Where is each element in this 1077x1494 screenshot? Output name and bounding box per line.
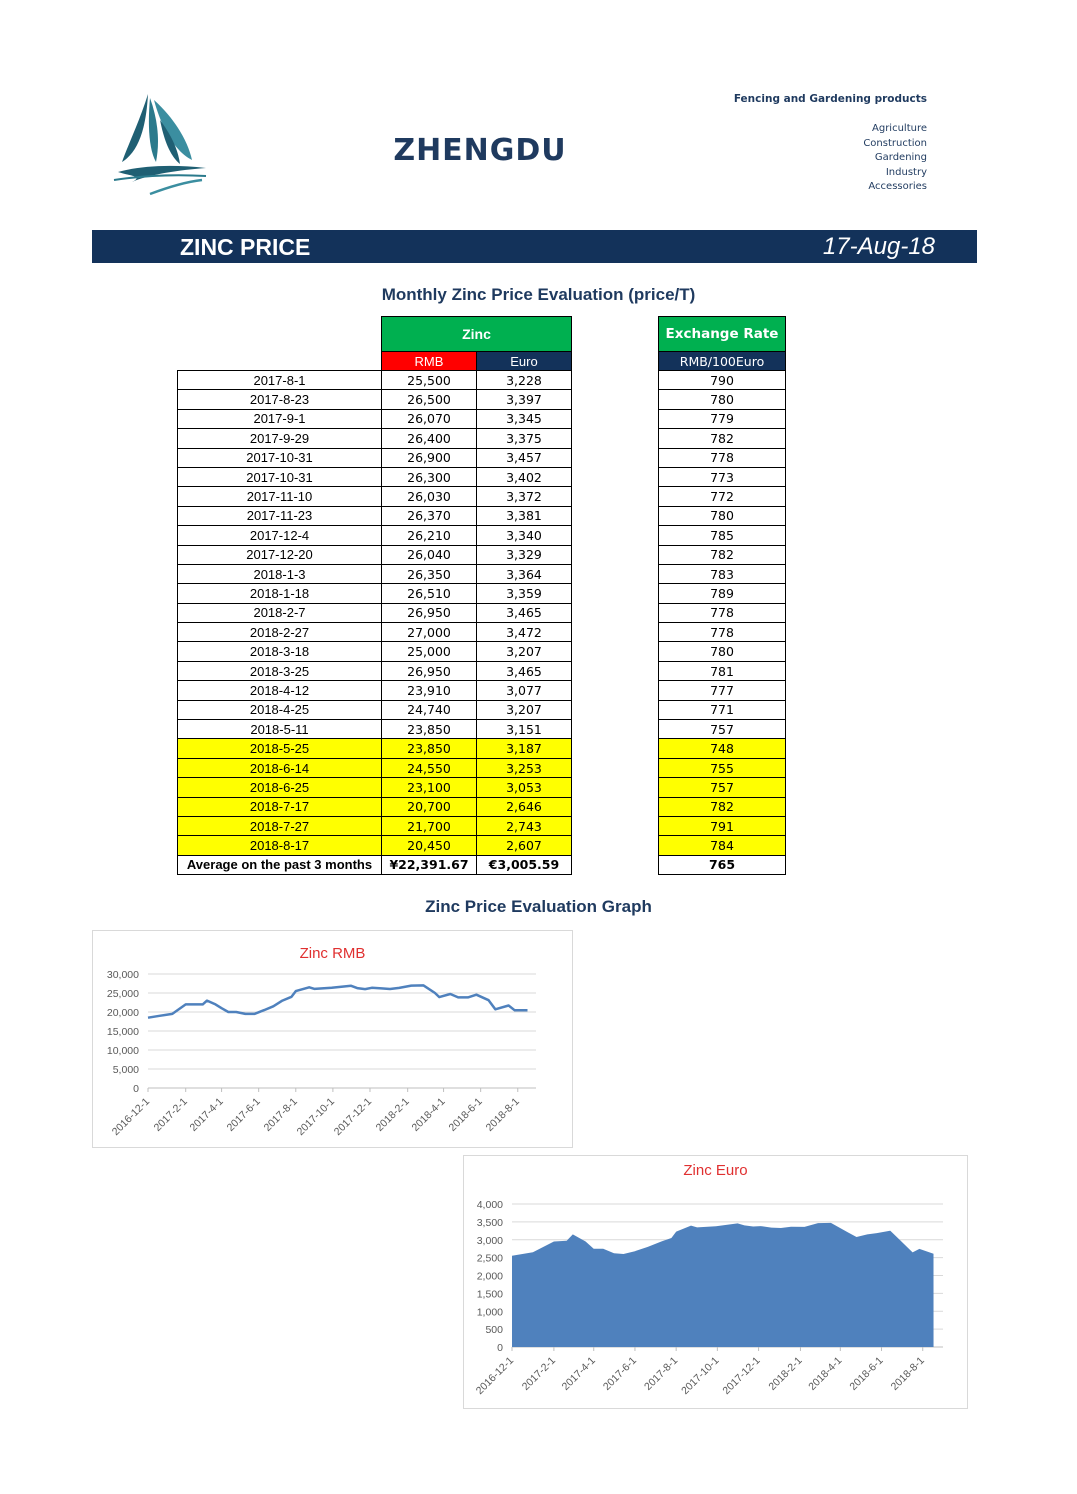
chart-title: Zinc RMB xyxy=(299,945,366,962)
euro-cell: 2,646 xyxy=(477,797,572,816)
table-row xyxy=(178,545,572,564)
rmb-cell: 25,500 xyxy=(382,371,477,390)
euro-cell: 3,053 xyxy=(477,778,572,797)
x-tick-label: 2018-2-1 xyxy=(766,1354,805,1393)
table-row xyxy=(178,429,572,448)
tagline: Fencing and Gardening products xyxy=(733,93,927,105)
euro-cell: 3,465 xyxy=(477,661,572,680)
table-row xyxy=(178,681,572,700)
euro-cell: 3,465 xyxy=(477,603,572,622)
zinc-price-table xyxy=(177,316,572,875)
table-row xyxy=(659,836,786,855)
blank-cell xyxy=(178,352,382,371)
rmb-cell: 20,450 xyxy=(382,836,477,855)
category-item: Accessories xyxy=(868,181,927,192)
rate-cell: 783 xyxy=(659,564,786,583)
rate-cell: 778 xyxy=(659,623,786,642)
table-row xyxy=(659,720,786,739)
rate-cell: 778 xyxy=(659,603,786,622)
chart-title: Zinc Euro xyxy=(683,1162,748,1179)
date-cell: 2018-7-27 xyxy=(178,816,382,835)
rmb-cell: 27,000 xyxy=(382,623,477,642)
rate-cell: 772 xyxy=(659,487,786,506)
table-row xyxy=(659,506,786,525)
euro-cell: 2,607 xyxy=(477,836,572,855)
date-cell: 2017-12-20 xyxy=(178,545,382,564)
exchange-rate-header: Exchange Rate xyxy=(659,317,786,352)
table-row xyxy=(178,409,572,428)
x-tick-label: 2017-10-1 xyxy=(679,1354,722,1397)
rmb-cell: 26,350 xyxy=(382,564,477,583)
rate-cell: 785 xyxy=(659,526,786,545)
x-tick-label: 2017-2-1 xyxy=(151,1095,190,1134)
date-cell: 2017-9-1 xyxy=(178,409,382,428)
rmb-cell: 24,740 xyxy=(382,700,477,719)
x-tick-label: 2016-12-1 xyxy=(473,1354,517,1397)
average-rate: 765 xyxy=(659,855,786,874)
table-row xyxy=(178,487,572,506)
average-row xyxy=(178,855,572,874)
zinc-group-header: Zinc xyxy=(382,317,572,352)
table-row xyxy=(178,467,572,486)
euro-cell: 3,457 xyxy=(477,448,572,467)
blank-cell xyxy=(178,317,382,352)
y-tick-label: 10,000 xyxy=(106,1045,139,1057)
table-row xyxy=(659,739,786,758)
date-cell: 2018-6-14 xyxy=(178,758,382,777)
zinc-euro-chart-svg xyxy=(464,1156,967,1408)
rmb-cell: 26,030 xyxy=(382,487,477,506)
euro-cell: 3,397 xyxy=(477,390,572,409)
euro-cell: 3,402 xyxy=(477,467,572,486)
zinc-rmb-chart xyxy=(92,930,573,1148)
x-tick-label: 2017-2-1 xyxy=(519,1354,559,1393)
rmb-cell: 26,300 xyxy=(382,467,477,486)
rmb-cell: 26,510 xyxy=(382,584,477,603)
rmb-cell: 24,550 xyxy=(382,758,477,777)
y-tick-label: 0 xyxy=(497,1342,503,1354)
table-row xyxy=(659,681,786,700)
y-tick-label: 3,000 xyxy=(476,1234,503,1247)
table-row xyxy=(178,661,572,680)
table-row xyxy=(178,506,572,525)
euro-cell: 3,472 xyxy=(477,623,572,642)
x-tick-label: 2017-12-1 xyxy=(331,1095,375,1138)
exchange-rate-table xyxy=(658,316,786,875)
rmb-cell: 26,950 xyxy=(382,661,477,680)
table-row xyxy=(178,603,572,622)
date-cell: 2018-4-25 xyxy=(178,700,382,719)
rate-cell: 782 xyxy=(659,797,786,816)
table-row xyxy=(178,390,572,409)
rate-cell: 755 xyxy=(659,758,786,777)
date-cell: 2018-5-11 xyxy=(178,720,382,739)
euro-cell: 3,372 xyxy=(477,487,572,506)
date-cell: 2018-5-25 xyxy=(178,739,382,758)
rate-cell: 782 xyxy=(659,545,786,564)
exchange-rate-subheader: RMB/100Euro xyxy=(659,352,786,371)
rmb-cell: 23,910 xyxy=(382,681,477,700)
table-row xyxy=(178,797,572,816)
zinc-euro-chart xyxy=(463,1155,968,1409)
rate-cell: 780 xyxy=(659,506,786,525)
rmb-line-series xyxy=(148,985,528,1017)
euro-cell: 3,077 xyxy=(477,681,572,700)
rmb-cell: 23,850 xyxy=(382,720,477,739)
table-row xyxy=(659,487,786,506)
date-cell: 2017-8-1 xyxy=(178,371,382,390)
y-tick-label: 0 xyxy=(133,1083,139,1095)
y-tick-label: 1,500 xyxy=(476,1288,503,1301)
date-cell: 2018-4-12 xyxy=(178,681,382,700)
euro-cell: 2,743 xyxy=(477,816,572,835)
table-row xyxy=(178,739,572,758)
rate-cell: 748 xyxy=(659,739,786,758)
table-row xyxy=(178,778,572,797)
date-cell: 2018-2-7 xyxy=(178,603,382,622)
euro-cell: 3,364 xyxy=(477,564,572,583)
y-tick-label: 15,000 xyxy=(106,1026,139,1038)
rmb-cell: 26,070 xyxy=(382,409,477,428)
date-cell: 2018-2-27 xyxy=(178,623,382,642)
table-row xyxy=(659,409,786,428)
table-row xyxy=(178,816,572,835)
x-tick-label: 2018-8-1 xyxy=(483,1095,522,1134)
euro-cell: 3,187 xyxy=(477,739,572,758)
table-row xyxy=(178,720,572,739)
table-row xyxy=(178,642,572,661)
date-cell: 2018-3-18 xyxy=(178,642,382,661)
euro-cell: 3,345 xyxy=(477,409,572,428)
y-tick-label: 4,000 xyxy=(476,1199,503,1211)
rmb-cell: 23,100 xyxy=(382,778,477,797)
table-row xyxy=(659,661,786,680)
average-rmb: ¥22,391.67 xyxy=(382,855,477,874)
table-row xyxy=(178,448,572,467)
rate-cell: 778 xyxy=(659,448,786,467)
date-cell: 2018-8-17 xyxy=(178,836,382,855)
x-tick-label: 2018-6-1 xyxy=(847,1354,886,1393)
rate-cell: 789 xyxy=(659,584,786,603)
date-cell: 2018-1-3 xyxy=(178,564,382,583)
table-row xyxy=(659,390,786,409)
rmb-cell: 20,700 xyxy=(382,797,477,816)
table-row xyxy=(659,816,786,835)
page-title: ZINC PRICE xyxy=(180,234,311,260)
date-cell: 2018-1-18 xyxy=(178,584,382,603)
y-tick-label: 2,500 xyxy=(476,1252,503,1265)
rate-cell: 757 xyxy=(659,720,786,739)
rmb-cell: 25,000 xyxy=(382,642,477,661)
euro-column-header: Euro xyxy=(477,352,572,371)
table-section-title: Monthly Zinc Price Evaluation (price/T) xyxy=(381,285,696,304)
rate-cell: 779 xyxy=(659,409,786,428)
table-row xyxy=(659,448,786,467)
y-tick-label: 1,000 xyxy=(476,1306,503,1319)
average-euro: €3,005.59 xyxy=(477,855,572,874)
y-tick-label: 2,000 xyxy=(476,1270,503,1283)
rmb-cell: 21,700 xyxy=(382,816,477,835)
average-row xyxy=(659,855,786,874)
report-date: 17-Aug-18 xyxy=(822,233,935,260)
rmb-cell: 26,370 xyxy=(382,506,477,525)
euro-cell: 3,381 xyxy=(477,506,572,525)
category-item: Construction xyxy=(863,137,927,149)
x-tick-label: 2017-4-1 xyxy=(559,1354,598,1393)
table-row xyxy=(659,603,786,622)
category-list xyxy=(863,122,927,195)
x-tick-label: 2017-8-1 xyxy=(642,1354,681,1393)
graph-section-title: Zinc Price Evaluation Graph xyxy=(425,897,652,916)
table-row xyxy=(659,429,786,448)
table-row xyxy=(659,797,786,816)
euro-cell: 3,253 xyxy=(477,758,572,777)
euro-cell: 3,207 xyxy=(477,642,572,661)
date-cell: 2017-9-29 xyxy=(178,429,382,448)
rate-cell: 780 xyxy=(659,390,786,409)
table-row xyxy=(178,623,572,642)
table-row xyxy=(178,836,572,855)
table-row xyxy=(659,545,786,564)
category-item: Gardening xyxy=(874,152,927,163)
x-tick-label: 2017-10-1 xyxy=(294,1095,337,1138)
euro-area-series xyxy=(512,1223,934,1347)
date-cell: 2018-6-25 xyxy=(178,778,382,797)
rmb-cell: 26,210 xyxy=(382,526,477,545)
category-item: Agriculture xyxy=(872,123,927,134)
rmb-column-header: RMB xyxy=(382,352,477,371)
rmb-cell: 26,400 xyxy=(382,429,477,448)
rate-cell: 782 xyxy=(659,429,786,448)
y-tick-label: 25,000 xyxy=(106,988,139,1000)
rmb-cell: 26,900 xyxy=(382,448,477,467)
rate-cell: 790 xyxy=(659,371,786,390)
average-label: Average on the past 3 months xyxy=(178,855,382,874)
rate-cell: 784 xyxy=(659,836,786,855)
date-cell: 2017-8-23 xyxy=(178,390,382,409)
brand-name: ZHENGDU xyxy=(393,133,567,168)
x-tick-label: 2018-6-1 xyxy=(446,1095,485,1134)
x-tick-label: 2018-4-1 xyxy=(409,1095,448,1134)
table-row xyxy=(178,526,572,545)
x-tick-label: 2017-6-1 xyxy=(224,1095,263,1134)
table-row xyxy=(659,623,786,642)
x-tick-label: 2017-6-1 xyxy=(600,1354,640,1393)
y-tick-label: 30,000 xyxy=(106,969,139,981)
table-row xyxy=(178,371,572,390)
y-tick-label: 20,000 xyxy=(106,1007,139,1019)
euro-cell: 3,151 xyxy=(477,720,572,739)
table-row xyxy=(659,700,786,719)
zinc-rmb-chart-svg xyxy=(93,931,572,1147)
date-cell: 2017-11-10 xyxy=(178,487,382,506)
x-tick-label: 2018-4-1 xyxy=(806,1354,845,1393)
euro-cell: 3,375 xyxy=(477,429,572,448)
euro-cell: 3,340 xyxy=(477,526,572,545)
table-row xyxy=(659,778,786,797)
date-cell: 2017-11-23 xyxy=(178,506,382,525)
table-row xyxy=(659,758,786,777)
table-row xyxy=(659,526,786,545)
euro-cell: 3,359 xyxy=(477,584,572,603)
rate-cell: 777 xyxy=(659,681,786,700)
rate-cell: 791 xyxy=(659,816,786,835)
x-tick-label: 2018-2-1 xyxy=(373,1095,412,1134)
table-row xyxy=(659,584,786,603)
table-row xyxy=(659,371,786,390)
euro-cell: 3,207 xyxy=(477,700,572,719)
rate-cell: 757 xyxy=(659,778,786,797)
table-row xyxy=(178,584,572,603)
table-row xyxy=(659,564,786,583)
x-tick-label: 2018-8-1 xyxy=(888,1354,927,1393)
euro-cell: 3,329 xyxy=(477,545,572,564)
date-cell: 2017-10-31 xyxy=(178,467,382,486)
date-cell: 2018-7-17 xyxy=(178,797,382,816)
date-cell: 2018-3-25 xyxy=(178,661,382,680)
rate-cell: 781 xyxy=(659,661,786,680)
rate-cell: 773 xyxy=(659,467,786,486)
table-row xyxy=(659,467,786,486)
rmb-cell: 26,040 xyxy=(382,545,477,564)
table-row xyxy=(178,758,572,777)
euro-cell: 3,228 xyxy=(477,371,572,390)
rate-cell: 771 xyxy=(659,700,786,719)
rate-cell: 780 xyxy=(659,642,786,661)
y-tick-label: 5,000 xyxy=(112,1064,139,1076)
date-cell: 2017-12-4 xyxy=(178,526,382,545)
sailboat-logo-icon xyxy=(110,90,215,200)
table-row xyxy=(659,642,786,661)
x-tick-label: 2016-12-1 xyxy=(109,1095,153,1138)
x-tick-label: 2017-4-1 xyxy=(187,1095,226,1134)
date-cell: 2017-10-31 xyxy=(178,448,382,467)
x-tick-label: 2017-12-1 xyxy=(720,1354,763,1397)
rmb-cell: 26,500 xyxy=(382,390,477,409)
table-row xyxy=(178,564,572,583)
category-item: Industry xyxy=(885,166,927,178)
y-tick-label: 3,500 xyxy=(476,1216,503,1229)
rmb-cell: 23,850 xyxy=(382,739,477,758)
rmb-cell: 26,950 xyxy=(382,603,477,622)
y-tick-label: 500 xyxy=(485,1324,503,1337)
table-row xyxy=(178,700,572,719)
x-tick-label: 2017-8-1 xyxy=(261,1095,300,1134)
